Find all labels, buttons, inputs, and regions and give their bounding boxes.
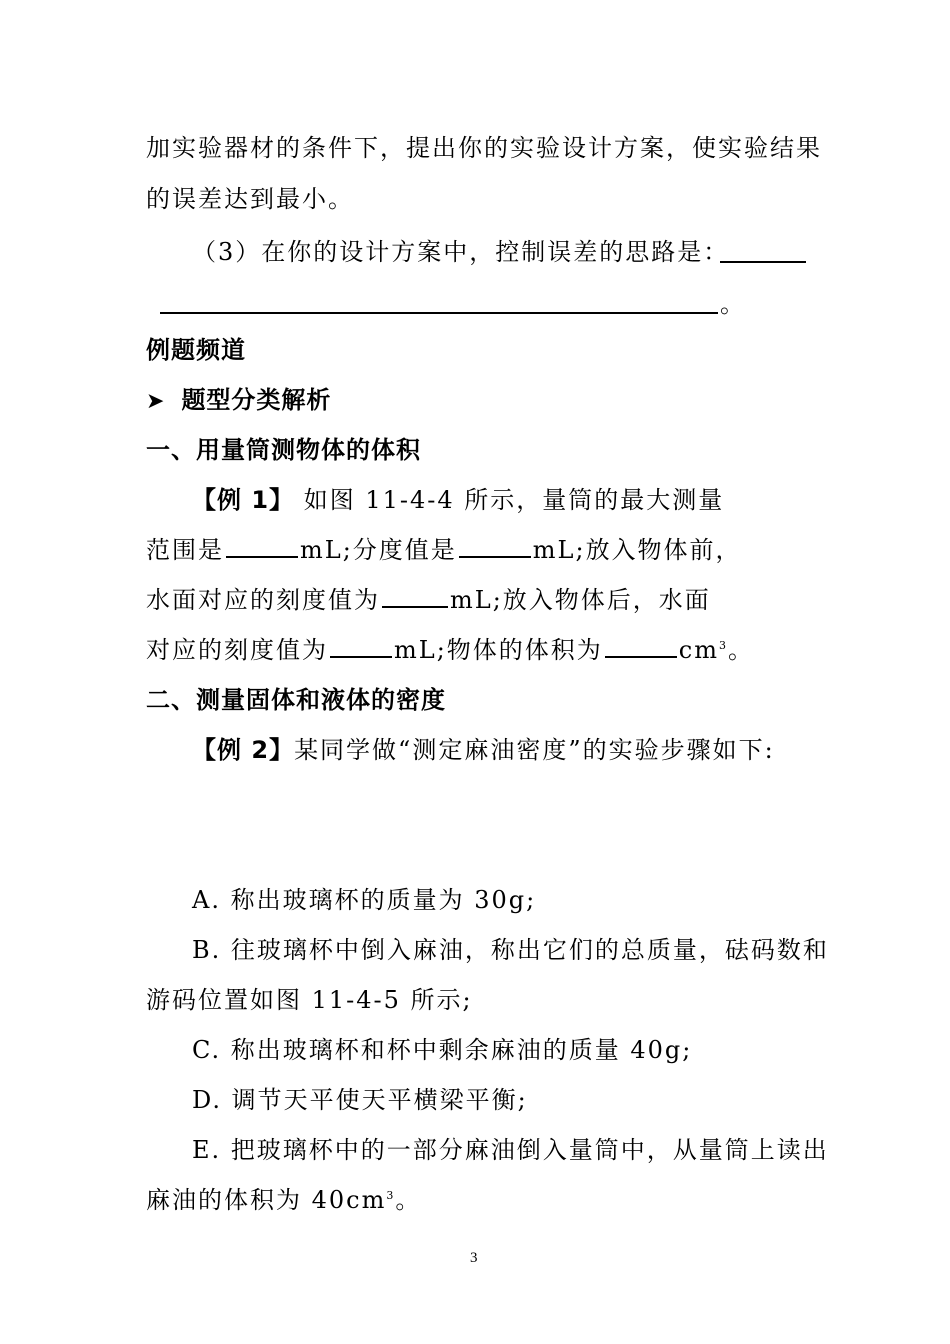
step-a: A. 称出玻璃杯的质量为 30g; (192, 886, 537, 914)
superscript: 3 (386, 1189, 396, 1202)
heading-types (146, 384, 331, 418)
text-span: 范围是 (146, 536, 224, 564)
answer-blank (605, 634, 677, 658)
step-b-continued: 游码位置如图 11-4-5 所示; (146, 986, 473, 1014)
text-span: mL;放入物体前， (532, 536, 742, 564)
paragraph-line: 的误差达到最小。 (146, 185, 354, 213)
answer-blank (459, 534, 531, 558)
example-1-line (146, 634, 754, 666)
example-1-text: 如图 11-4-4 所示，量筒的最大测量 (294, 486, 725, 514)
step-e-continued (146, 1184, 421, 1216)
text-span: 。 (395, 1186, 422, 1214)
text-span: 水面对应的刻度值为 (146, 586, 380, 614)
example-2-text: 某同学做“测定麻油密度”的实验步骤如下: (294, 736, 775, 764)
text-span: mL;物体的体积为 (394, 636, 603, 664)
question-3 (192, 236, 729, 268)
answer-blank (382, 584, 448, 608)
superscript: 3 (718, 639, 728, 652)
question-3-end: 。 (720, 290, 746, 318)
step-d: D. 调节天平使天平横梁平衡; (192, 1086, 528, 1114)
example-1-line (146, 584, 711, 616)
answer-blank (226, 534, 298, 558)
example-1-label: 【例 1】 (192, 486, 295, 514)
example-2-label: 【例 2】 (192, 736, 295, 764)
answer-blank (720, 261, 806, 263)
question-3-text: （3）在你的设计方案中，控制误差的思路是： (192, 238, 730, 266)
text-span: 对应的刻度值为 (146, 636, 328, 664)
heading-types-text: 题型分类解析 (181, 386, 332, 414)
text-span: mL;分度值是 (300, 536, 457, 564)
example-1-line (192, 484, 724, 516)
text-span: cm (678, 636, 719, 664)
section-heading-1: 一、用量筒测物体的体积 (146, 436, 421, 464)
example-1-line (146, 534, 742, 566)
step-c: C. 称出玻璃杯和杯中剩余麻油的质量 40g; (192, 1036, 693, 1064)
step-e: E. 把玻璃杯中的一部分麻油倒入量筒中，从量筒上读出 (192, 1136, 829, 1164)
text-span: mL;放入物体后，水面 (450, 586, 711, 614)
example-2-line (192, 734, 775, 766)
text-span: 。 (727, 636, 754, 664)
paragraph-line: 加实验器材的条件下，提出你的实验设计方案，使实验结果 (146, 134, 822, 162)
heading-examples: 例题频道 (146, 336, 246, 364)
text-span: 麻油的体积为 40cm (146, 1186, 387, 1214)
answer-blank (160, 312, 718, 314)
page-number: 3 (470, 1250, 478, 1266)
step-b: B. 往玻璃杯中倒入麻油，称出它们的总质量，砝码数和 (192, 936, 829, 964)
answer-blank (330, 634, 392, 658)
section-heading-2: 二、测量固体和液体的密度 (146, 686, 446, 714)
arrow-bullet-icon: ➤ (146, 389, 166, 414)
